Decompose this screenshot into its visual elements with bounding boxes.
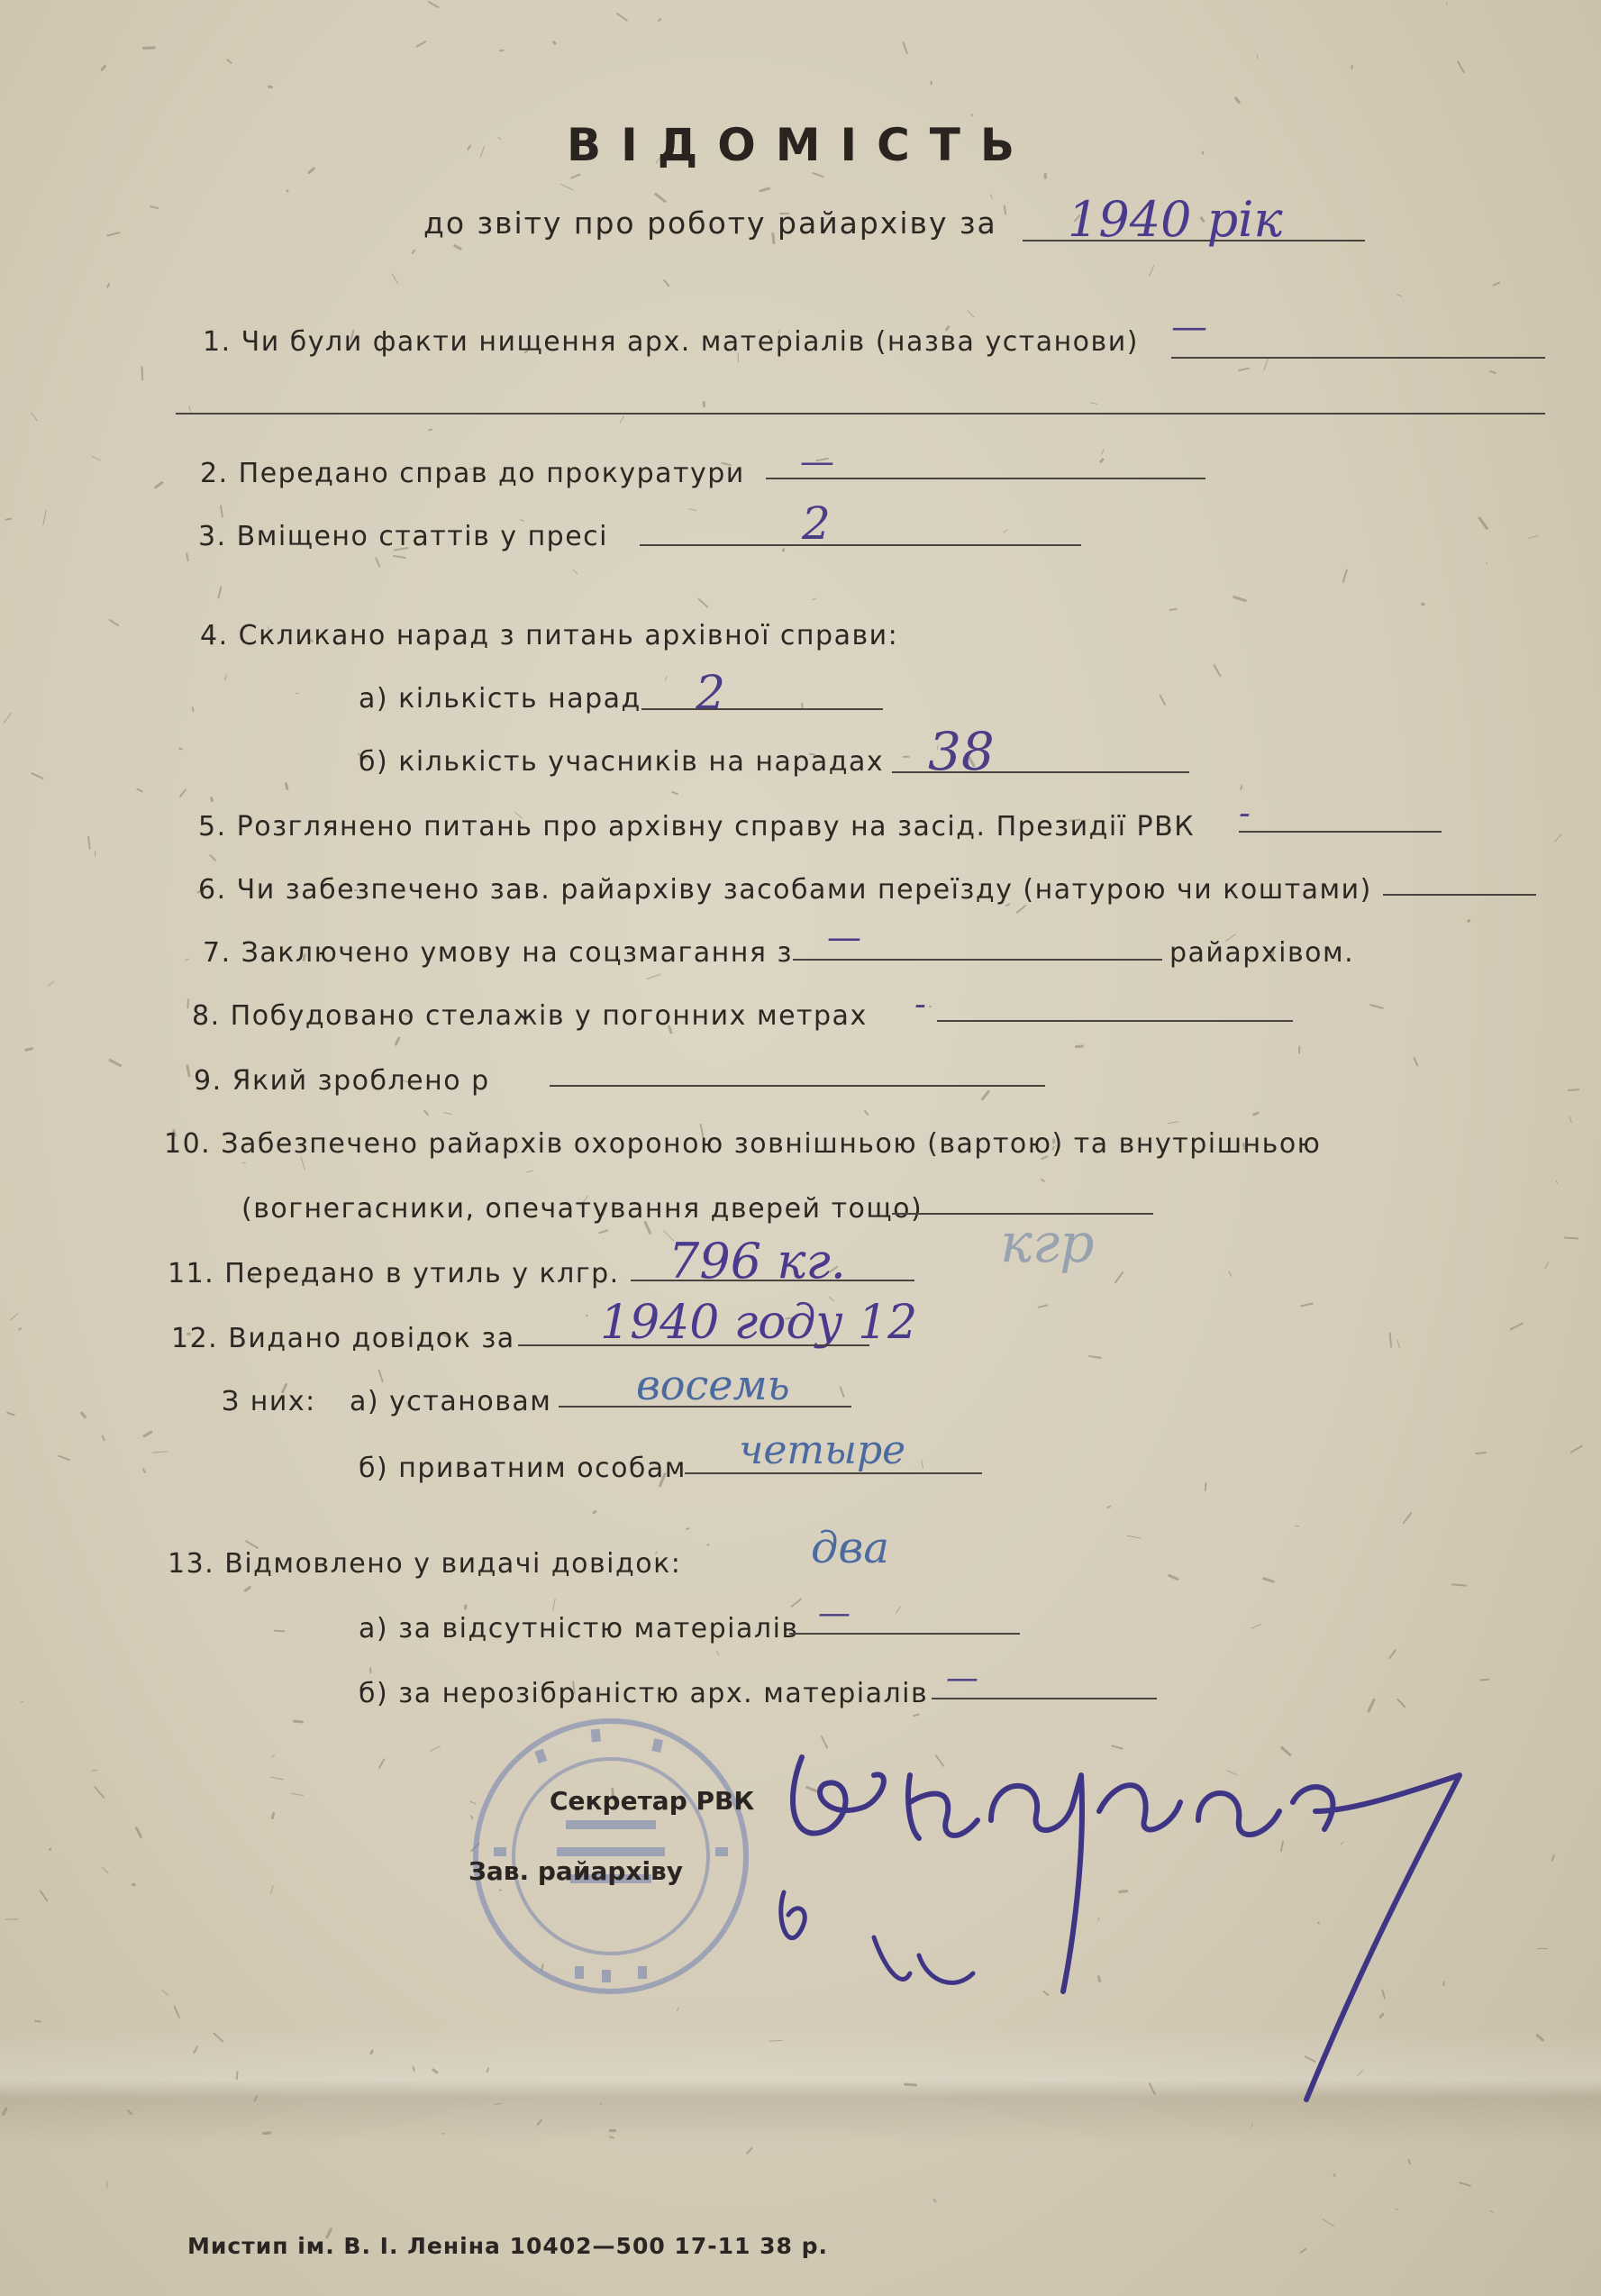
item-12a-answer: восемь (636, 1361, 790, 1409)
paper-speck (210, 797, 214, 803)
paper-speck (31, 413, 38, 422)
item-8-answer: - (914, 984, 926, 1024)
paper-speck (178, 747, 183, 750)
paper-speck (1466, 919, 1470, 923)
paper-speck (287, 189, 290, 194)
paper-speck (646, 973, 660, 979)
paper-speck (24, 1047, 34, 1052)
paper-speck (1388, 1649, 1396, 1660)
paper-speck (243, 1585, 251, 1592)
paper-speck (191, 706, 194, 712)
paper-speck (559, 183, 573, 190)
paper-speck (1016, 905, 1027, 914)
item-7-rule (793, 959, 1162, 961)
paper-speck (1127, 1535, 1142, 1538)
paper-speck (932, 2198, 937, 2202)
paper-speck (1228, 1271, 1232, 1277)
paper-speck (697, 597, 708, 607)
paper-speck (186, 1064, 191, 1077)
paper-speck (1489, 2210, 1494, 2213)
paper-speck (87, 835, 91, 850)
paper-speck (1478, 516, 1488, 530)
paper-speck (1251, 1111, 1259, 1116)
item-12a-label: а) установам (350, 1386, 552, 1417)
paper-speck (526, 1170, 533, 1173)
paper-speck (1149, 265, 1155, 278)
paper-speck (109, 1058, 123, 1067)
paper-speck (274, 1630, 285, 1633)
paper-speck (142, 47, 156, 50)
item-13b-label: б) за нерозібраністю арх. матеріалів (359, 1678, 929, 1709)
item-13b-rule (932, 1698, 1157, 1699)
paper-speck (1240, 785, 1243, 790)
paper-speck (270, 1884, 274, 1893)
paper-speck (101, 1435, 105, 1442)
paper-speck (42, 510, 46, 525)
paper-speck (1451, 1583, 1467, 1587)
paper-speck (1205, 1482, 1207, 1491)
item-8-rule (937, 1020, 1293, 1022)
item-7-label: 7. Заключено умову на соцзмагання з (203, 937, 793, 969)
item-12b-label: б) приватним особам (359, 1453, 687, 1484)
secretary-label: Секретар РВК (550, 1786, 755, 1816)
paper-speck (839, 1386, 845, 1398)
item-12a-prefix: З них: (222, 1386, 316, 1417)
paper-speck (609, 2129, 616, 2132)
paper-speck (136, 788, 143, 793)
paper-speck (902, 41, 908, 54)
paper-speck (416, 41, 427, 48)
paper-speck (1251, 1624, 1261, 1629)
item-11-answer: 796 кг. (669, 1233, 846, 1289)
paper-speck (152, 1452, 168, 1453)
paper-speck (686, 1528, 689, 1530)
paper-speck (91, 455, 100, 460)
paper-speck (3, 713, 12, 724)
paper-speck (411, 249, 415, 254)
paper-speck (296, 693, 299, 695)
paper-speck (5, 1411, 14, 1416)
paper-speck (80, 1411, 87, 1419)
paper-speck (930, 80, 932, 85)
paper-speck (812, 172, 824, 178)
paper-speck (1489, 370, 1496, 374)
item-13a-answer: — (818, 1595, 851, 1632)
paper-speck (980, 1089, 990, 1101)
item-7-answer: — (827, 917, 861, 957)
paper-speck (20, 1701, 23, 1704)
paper-speck (1554, 834, 1562, 843)
paper-speck (427, 428, 432, 431)
paper-speck (423, 1109, 429, 1116)
paper-speck (1114, 1271, 1124, 1284)
item-4a-answer: 2 (696, 667, 726, 721)
paper-speck (106, 2181, 108, 2188)
item-8-label: 8. Побудовано стелажів у погонних метрах (192, 1000, 868, 1032)
paper-speck (586, 1315, 589, 1317)
item-2-answer: — (800, 442, 834, 481)
item-4b-answer: 38 (928, 721, 995, 782)
paper-speck (141, 1468, 146, 1473)
archive-head-label: Зав. райархіву (468, 1856, 684, 1886)
item-12b-answer: четыре (739, 1427, 906, 1473)
paper-speck (161, 1990, 169, 1997)
paper-speck (1041, 1179, 1045, 1182)
paper-speck (268, 85, 274, 88)
paper-speck (218, 587, 223, 599)
item-12a-rule (559, 1406, 851, 1408)
paper-speck (1396, 294, 1402, 296)
item-13-answer: два (811, 1523, 889, 1573)
paper-speck (552, 41, 557, 45)
paper-speck (1564, 1236, 1578, 1240)
paper-speck (208, 854, 216, 862)
paper-speck (1159, 695, 1166, 706)
paper-speck (242, 1162, 246, 1164)
handwritten-signature (775, 1721, 1514, 2127)
paper-speck (95, 851, 96, 857)
item-4-label: 4. Скликано нарад з питань архівної справи: (200, 620, 899, 651)
paper-speck (812, 598, 816, 601)
item-6-rule (1383, 894, 1536, 896)
paper-speck (1299, 2247, 1307, 2254)
paper-speck (1169, 607, 1177, 610)
paper-speck (187, 999, 190, 1009)
paper-speck (102, 1866, 110, 1874)
paper-speck (1459, 2182, 1471, 2187)
paper-speck (188, 406, 191, 413)
paper-speck (1003, 529, 1007, 533)
paper-speck (1396, 1340, 1400, 1349)
paper-speck (1475, 1452, 1487, 1454)
paper-speck (676, 2006, 678, 2011)
paper-speck (1044, 173, 1047, 179)
item-13a-rule (789, 1633, 1020, 1635)
paper-speck (5, 1918, 18, 1920)
paper-speck (223, 675, 227, 681)
paper-speck (903, 756, 910, 758)
paper-speck (142, 1430, 153, 1438)
paper-speck (1569, 1116, 1572, 1123)
paper-speck (1168, 1573, 1179, 1581)
paper-speck (393, 554, 406, 558)
paper-speck (1168, 1121, 1179, 1124)
paper-speck (108, 618, 119, 626)
paper-speck (39, 1890, 48, 1902)
paper-speck (1397, 1699, 1406, 1708)
item-2-rule (766, 478, 1205, 479)
document-subtitle: до звіту про роботу райархіву за (423, 205, 997, 241)
item-13b-answer: — (946, 1660, 978, 1697)
item-12b-rule (685, 1472, 982, 1474)
item-3-label: 3. Вміщено статтів у пресі (198, 521, 609, 552)
item-11-rule (631, 1280, 914, 1281)
item-5-answer: - (1239, 793, 1251, 833)
paper-speck (1457, 60, 1465, 73)
paper-speck (1370, 1004, 1385, 1009)
paper-speck (598, 1229, 608, 1234)
paper-speck (270, 1776, 284, 1780)
paper-speck (271, 1754, 275, 1758)
paper-speck (1480, 1678, 1490, 1681)
paper-speck (1485, 562, 1487, 565)
paper-speck (1262, 1577, 1275, 1583)
paper-speck (1333, 2173, 1335, 2178)
paper-speck (32, 772, 44, 779)
paper-speck (572, 569, 578, 575)
paper-speck (1421, 603, 1425, 606)
item-1-answer: — (1171, 306, 1207, 348)
item-4b-rule (892, 771, 1189, 773)
paper-speck (1298, 1045, 1300, 1053)
item-1-rule (1171, 357, 1545, 359)
paper-speck (1403, 1512, 1413, 1525)
paper-speck (293, 1719, 305, 1723)
document-title: ВІДОМІСТЬ (566, 119, 1035, 171)
item-5-label: 5. Розглянено питань про архівну справу на засід. Президії РВК (198, 811, 1196, 843)
item-9-label: 9. Який зроблено р (194, 1065, 490, 1097)
paper-speck (591, 1510, 596, 1515)
paper-speck (1099, 458, 1105, 463)
paper-speck (663, 278, 669, 286)
paper-speck (378, 1369, 385, 1382)
paper-speck (106, 232, 120, 237)
paper-speck (375, 557, 381, 568)
item-11-note: кгр (1000, 1212, 1095, 1275)
paper-speck (1037, 1304, 1048, 1308)
paper-speck (1075, 1044, 1084, 1048)
paper-speck (552, 1599, 556, 1611)
paper-speck (58, 1454, 70, 1461)
paper-speck (1446, 1, 1448, 5)
paper-speck (135, 1827, 143, 1839)
paper-speck (1234, 96, 1242, 104)
item-4a-label: а) кількість нарад (359, 683, 641, 715)
paper-speck (654, 192, 667, 203)
item-12-answer: 1940 году 12 (600, 1296, 918, 1350)
paper-speck (616, 13, 628, 22)
paper-speck (746, 2146, 753, 2155)
paper-speck (18, 1327, 22, 1331)
paper-speck (291, 1793, 304, 1796)
paper-speck (664, 675, 668, 680)
paper-speck (48, 980, 55, 986)
paper-speck (443, 1112, 452, 1115)
paper-speck (226, 59, 232, 64)
paper-speck (896, 1606, 902, 1614)
paper-speck (1389, 1333, 1393, 1348)
subtitle-handwritten: 1940 рік (1068, 191, 1283, 248)
paper-speck (1089, 403, 1096, 405)
paper-speck (971, 114, 973, 116)
paper-speck (1351, 65, 1353, 69)
paper-speck (1101, 449, 1105, 455)
item-9-rule (550, 1085, 1045, 1087)
paper-speck (100, 64, 106, 71)
item-13a-label: а) за відсутністю матеріалів (359, 1613, 799, 1645)
item-11-label: 11. Передано в утиль у клгр. (168, 1258, 620, 1289)
paper-speck (715, 1650, 720, 1655)
paper-speck (864, 1110, 869, 1116)
paper-speck (1413, 1057, 1418, 1066)
paper-speck (465, 1605, 468, 1610)
paper-speck (913, 1713, 920, 1717)
paper-speck (1088, 1355, 1102, 1359)
paper-speck (92, 1769, 98, 1771)
paper-speck (285, 782, 289, 790)
item-10-label: 10. Забезпечено райархів охороною зовнішньою (вартою) та внутрішньою (164, 1128, 1322, 1160)
paper-speck (703, 401, 705, 407)
item-4a-rule (641, 708, 883, 710)
paper-speck (1491, 281, 1499, 287)
paper-speck (1213, 664, 1221, 678)
paper-speck (499, 49, 505, 51)
paper-speck (1568, 1089, 1579, 1091)
paper-speck (1238, 368, 1250, 372)
paper-speck (271, 1812, 275, 1820)
paper-speck (106, 283, 110, 289)
paper-speck (1555, 1180, 1557, 1183)
paper-speck (394, 1036, 400, 1046)
paper-speck (1003, 205, 1006, 214)
paper-speck (1528, 534, 1539, 539)
paper-speck (427, 1, 439, 9)
paper-speck (790, 1598, 802, 1608)
paper-speck (452, 243, 461, 250)
paper-speck (1537, 1948, 1548, 1949)
paper-speck (429, 1745, 441, 1752)
paper-speck (49, 1847, 51, 1851)
paper-speck (929, 1006, 932, 1008)
item-10-label-2: (вогнегасники, опечатування дверей тощо) (241, 1193, 923, 1225)
paper-speck (671, 791, 679, 796)
paper-speck (174, 2006, 180, 2018)
item-5-rule (1239, 831, 1442, 833)
paper-speck (1342, 569, 1347, 583)
paper-speck (658, 18, 662, 23)
paper-speck (1106, 1505, 1112, 1508)
item-12-label: 12. Видано довідок за (171, 1323, 515, 1354)
paper-speck (378, 1758, 386, 1769)
paper-speck (991, 195, 994, 199)
paper-speck (1322, 2219, 1334, 2227)
paper-speck (153, 481, 164, 490)
paper-speck (1257, 54, 1258, 59)
paper-speck (391, 274, 398, 285)
paper-speck (1544, 1262, 1549, 1270)
paper-speck (141, 366, 143, 380)
paper-speck (1551, 1854, 1555, 1861)
item-13-label: 13. Відмовлено у видачі довідок: (168, 1548, 682, 1580)
paper-speck (185, 959, 189, 961)
paper-speck (186, 552, 189, 561)
paper-speck (619, 415, 624, 424)
paper-speck (1233, 596, 1247, 602)
print-footer: Мистип ім. В. І. Леніна 10402—500 17-11 38 р. (187, 2233, 828, 2259)
paper-speck (5, 518, 12, 521)
paper-speck (1368, 1698, 1377, 1712)
paper-speck (1510, 1322, 1524, 1330)
paper-speck (1570, 1444, 1584, 1453)
item-3-rule (640, 544, 1081, 546)
paper-speck (132, 1882, 137, 1886)
paper-speck (33, 2020, 41, 2024)
item-3-answer: 2 (802, 497, 831, 550)
item-1-rule-2 (176, 413, 1545, 415)
paper-speck (759, 187, 771, 193)
paper-speck (570, 174, 581, 179)
paper-speck (9, 1313, 18, 1321)
item-4b-label: б) кількість учасників на нарадах (359, 746, 885, 778)
paper-speck (149, 205, 158, 209)
paper-speck (688, 508, 696, 511)
paper-speck (1395, 2208, 1398, 2210)
item-7-suffix: райархівом. (1169, 937, 1355, 969)
paper-speck (967, 310, 975, 318)
paper-speck (178, 788, 186, 797)
paper-speck (1407, 2159, 1411, 2165)
paper-speck (220, 506, 223, 518)
paper-speck (1300, 1303, 1314, 1307)
paper-speck (782, 548, 785, 551)
item-1-label: 1. Чи були факти нищення арх. матеріалів (назва установи) (203, 326, 1139, 358)
paper-speck (706, 1544, 710, 1546)
item-12-rule (518, 1344, 869, 1346)
paper-speck (369, 1667, 371, 1673)
paper-speck (921, 1460, 923, 1468)
item-6-label: 6. Чи забезпечено зав. райархіву засобами переїзду (натурою чи коштами) (198, 874, 1372, 906)
paper-speck (94, 1786, 105, 1799)
item-2-label: 2. Передано справ до прокуратури (200, 458, 745, 489)
